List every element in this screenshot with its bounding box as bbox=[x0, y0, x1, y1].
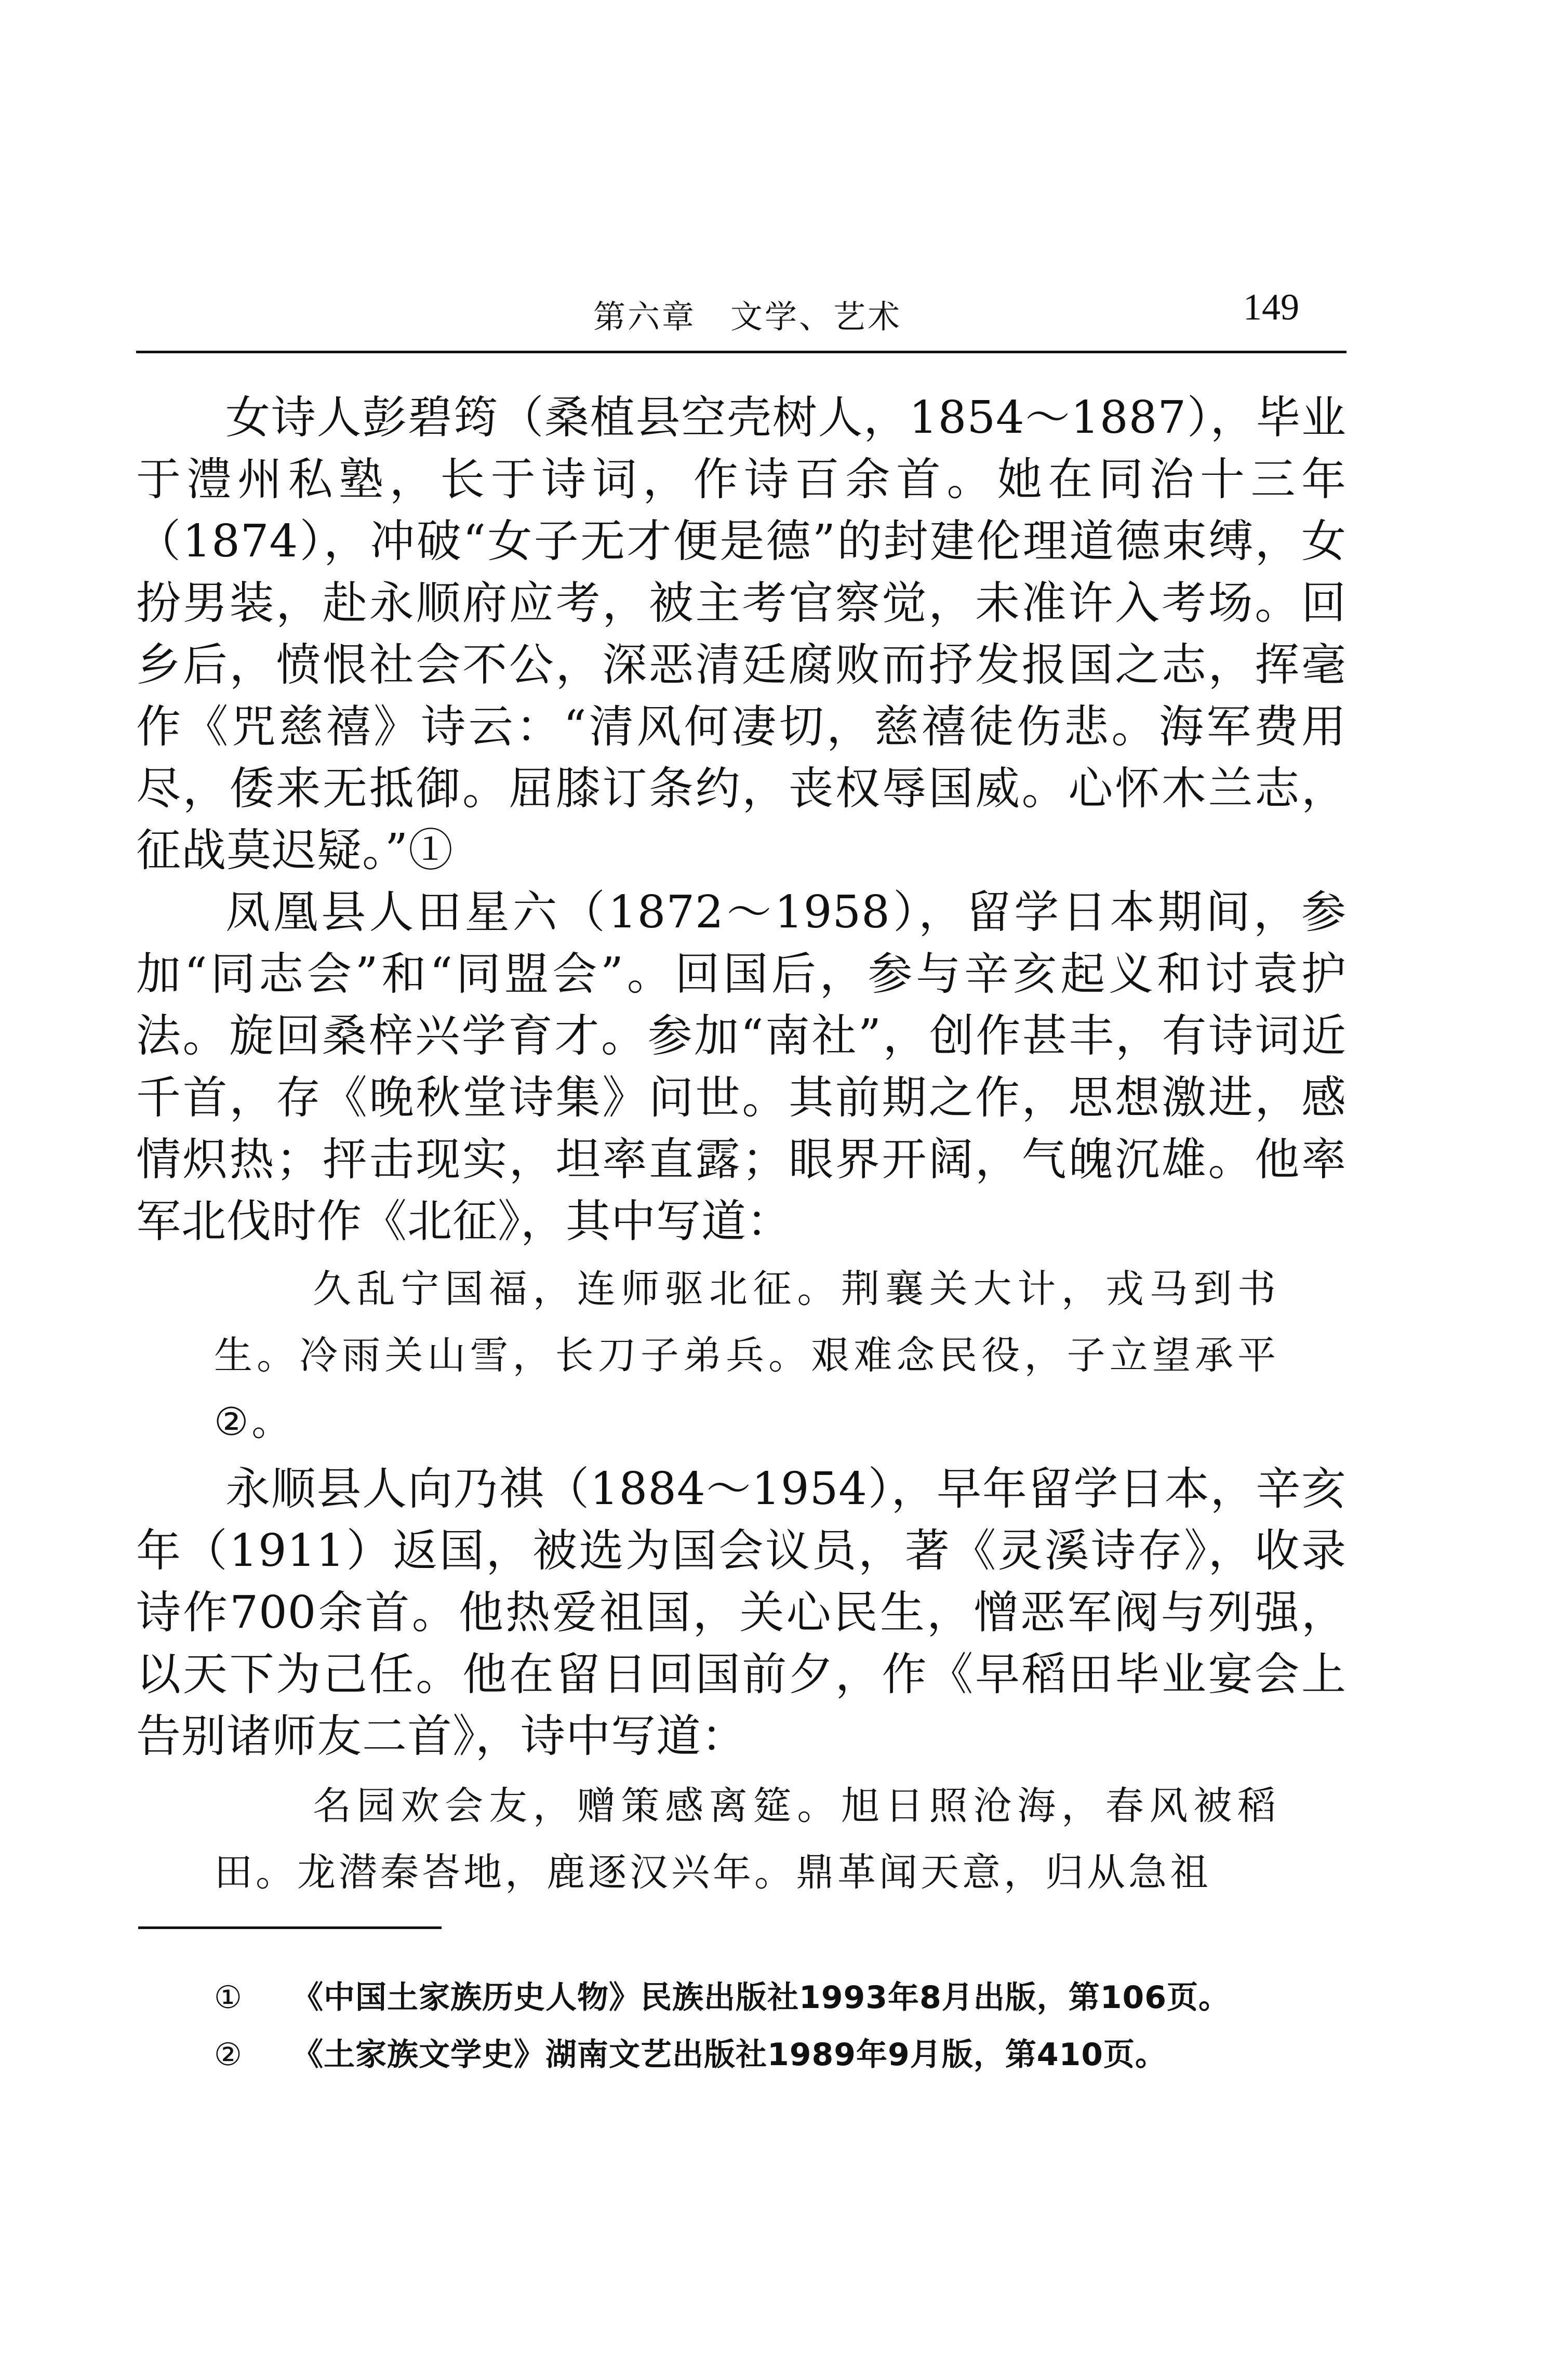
footnote-1 bbox=[136, 1969, 1347, 2026]
footnotes bbox=[136, 1969, 1347, 2083]
paragraph-peng-biyun: 女诗人彭碧筠（桑植县空壳树人，1854～1887），毕业于澧州私塾，长于诗词，作诗百余首。她在同治十三年（1874），冲破“女子无才便是德”的封建伦理道德束缚，女扮男装，赴永顺府应考，被主考官察觉，未准许入考场。回乡后，愤恨社会不公，深恶清廷腐败而抒发报国之志，挥毫作《咒慈禧》诗云：“清风何凄切，慈禧徒伤悲。海军费用尽，倭来无抵御。屈膝订条约，丧权辱国威。心怀木兰志，征战莫迟疑。”① bbox=[136, 392, 1347, 876]
poem-beizheng: 久乱宁国福，连师驱北征。荆襄关大计，戎马到书生。冷雨关山雪，长刀子弟兵。艰难念民役，子立望承平②。 bbox=[214, 1267, 1279, 1444]
footnote-text: 《土家族文学史》湖南文艺出版社1989年9月版，第410页。 bbox=[292, 2037, 1167, 2073]
footnote-text: 《中国土家族历史人物》民族出版社1993年8月出版，第106页。 bbox=[292, 1979, 1230, 2016]
poem-farewell: 名园欢会友，赠策感离筵。旭日照沧海，春风被稻田。龙潜秦峇地，鹿逐汉兴年。鼎革闻天意，归从急祖 bbox=[214, 1784, 1279, 1895]
footnote-rule bbox=[138, 1926, 442, 1929]
footnote-2 bbox=[136, 2026, 1347, 2083]
chapter-title: 第六章 文学、艺术 bbox=[593, 298, 902, 336]
footnote-mark: ① bbox=[214, 1979, 242, 2016]
running-header bbox=[136, 281, 1346, 343]
paragraph-xiang-naiqi: 永顺县人向乃祺（1884～1954），早年留学日本，辛亥年（1911）返国，被选为国会议员，著《灵溪诗存》，收录诗作700余首。他热爱祖国，关心民生，憎恶军阀与列强，以天下为己任。他在留日回国前夕，作《早稻田毕业宴会上告别诸师友二首》，诗中写道： bbox=[136, 1463, 1347, 1762]
header-rule bbox=[136, 351, 1347, 353]
footnote-mark: ② bbox=[214, 2037, 242, 2073]
page-number: 149 bbox=[1243, 286, 1299, 328]
body-text bbox=[136, 387, 1347, 1909]
paragraph-tian-xingliu: 凤凰县人田星六（1872～1958），留学日本期间，参加“同志会”和“同盟会”。回国后，参与辛亥起义和讨袁护法。旋回桑梓兴学育才。参加“南社”，创作甚丰，有诗词近千首，存《晚秋堂诗集》问世。其前期之作，思想激进，感情炽热；抨击现实，坦率直露；眼界开阔，气魄沉雄。他率军北伐时作《北征》，其中写道： bbox=[136, 886, 1347, 1247]
